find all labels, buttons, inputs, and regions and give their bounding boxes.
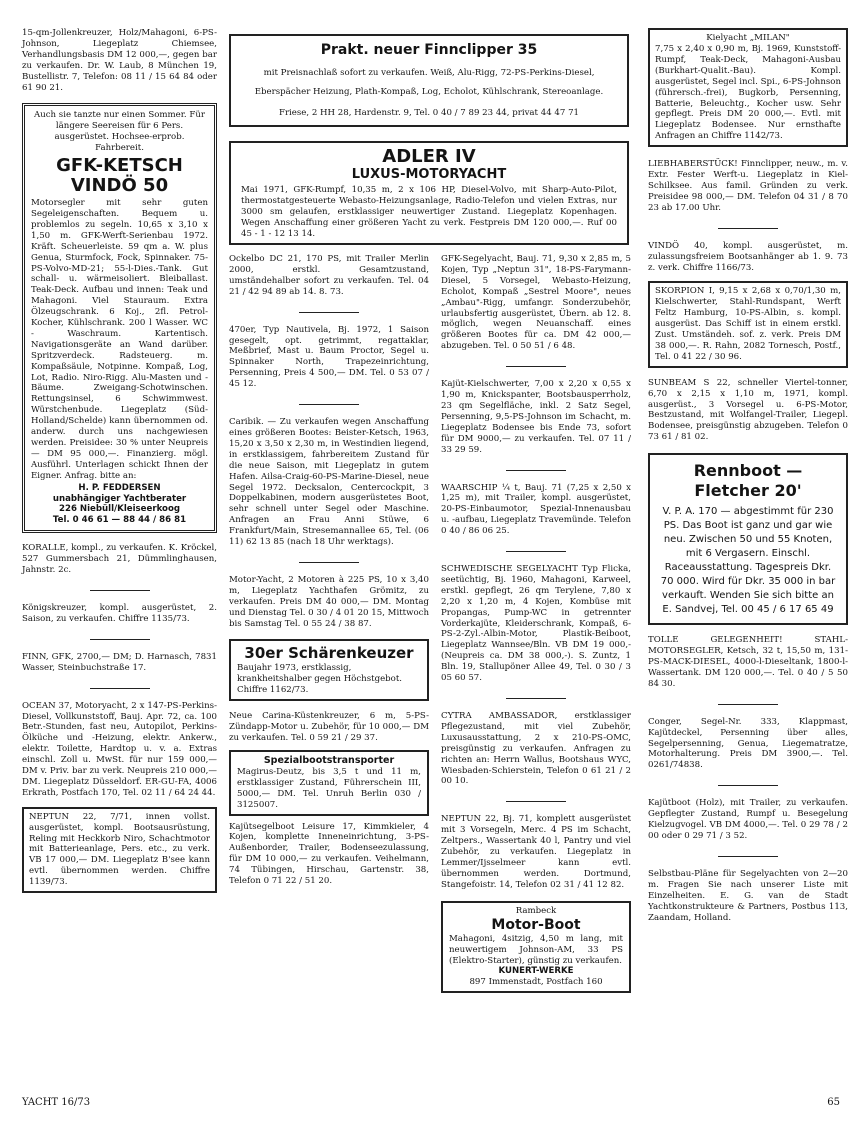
rennboot-title: Rennboot — [693, 461, 803, 481]
ketsch-model: VINDÖ 50 [70, 175, 169, 197]
classified-ad: Selbstbau-Pläne für Segelyachten von 2—20 m. Fragen Sie nach unserer Liste mit Einzelheiten. E. G. van de Stadt Yachtkonstrukteure & Partners, Postbus 113, Zaandam, Holland. [648, 868, 848, 923]
column-2a [229, 254, 429, 893]
divider [90, 639, 150, 640]
ketsch-contact-addr: 226 Niebüll/Kleiseerkoog [58, 504, 181, 515]
divider [299, 404, 359, 405]
skorpion-ad-box [648, 281, 848, 367]
ketsch-ad-box [22, 103, 217, 533]
classified-ad: Caribik. — Zu verkaufen wegen Anschaffung eines größeren Bootes: Beister-Ketsch, 1963, 15,20 x 3,50 x 2,30 m, in Westindien liegend, in erstklassigem, fahrbereitem Zustand für die neue Saison, mit Liegeplatz in gutem Hafen. Ailsa-Craig-60-PS-Marine-Diesel, neue Segel 1972. Decksalon, Centercockpit, 3 Doppelkabinen, modern ausgerüstetes Boot, sehr schnell unter Segel oder Maschine. Anfragen an Frau Anni Stüwe, 6 Frankfurt/Main, Stresemannallee 65, Tel. (06 11) 62 13 85 (nach 18 Uhr werktags). [229, 417, 429, 548]
divider [299, 562, 359, 563]
milan-head: Kielyacht „MILAN" [706, 33, 790, 43]
classified-ad: GFK-Segelyacht, Bauj. 71, 9,30 x 2,85 m, 5 Kojen, Typ „Neptun 31", 18-PS-Farymann-Diesel, 5 Vorsegel, Webasto-Heizung, Echolot, Kompaß „Sestrel Moore", neues „Ambau"-Rigg, umfangr. Sonderzubehör, urlaubsfertig ausgerüstet, Übern. ab 12. 8. möglich, wegen Neuanschaff. eines größeren Bootes für ca. DM 42 000,— abzugeben. Tel. 0 50 51 / 6 48. [441, 254, 631, 352]
divider [90, 688, 150, 689]
column-2-top [229, 28, 629, 255]
divider [506, 470, 566, 471]
column-2b [441, 254, 631, 1003]
motorboot-body: Mahagoni, 4sitzig, 4,50 m lang, mit neuwertigem Johnson-AM, 33 PS (Elektro-Starter), günstig zu verkaufen. [449, 933, 623, 966]
adler-body: Mai 1971, GFK-Rumpf, 10,35 m, 2 x 106 HP, Diesel-Volvo, mit Sharp-Auto-Pilot, thermostatgesteuerte Webasto-Heizungsanlage, Radio-Telefon und vielen Extras, nur 3000 sm gelaufen, erstklassiger neuwertiger Zustand. Liegeplatz Kopenhagen. Wegen Anschaffung einer größeren Yacht zu verk. Festpreis DM 120 000,—. Ruf 00 45 - 1 - 12 13 14. [241, 184, 617, 239]
motorboot-werke: KUNERT-WERKE [498, 966, 574, 977]
neptun-ad-box [22, 807, 217, 893]
classified-ad: Conger, Segel-Nr. 333, Klappmast, Kajütdeckel, Persenning über alles, Segelpersenning, Genua, Liegematratze, Motorhalterung. Preis DM 3900,—. Tel. 0261/74838. [648, 716, 848, 771]
classified-ad: TOLLE GELEGENHEIT! STAHL-MOTORSEGLER, Ketsch, 32 t, 15,50 m, 131-PS-MACK-DIESEL, 4000-l-Dieseltank, 1800-l-Wassertank. DM 120 000,—. Tel. 0 40 / 5 50 84 30. [648, 635, 848, 689]
finnclipper-ad-box [229, 34, 629, 127]
ketsch-contact-name: H. P. FEDDERSEN [78, 482, 161, 493]
ketsch-intro: Auch sie tanzte nur einen Sommer. Für längere Seereisen für 6 Pers. ausgerüstet. Hochsee-erprob. Fahrbereit. [33, 110, 205, 154]
finnclipper-title: Prakt. neuer Finnclipper 35 [320, 42, 538, 58]
classified-ad: NEPTUN 22, 7/71, innen vollst. ausgerüstet, kompl. Bootsausrüstung, Reling mit Heckkorb Niro, Schachtmotor mit Batterieanlage, Pers. etc., zu verk. VB 17 000,— DM. Liegeplatz B'see kann evtl. übernommen werden. Chiffre 1139/73. [29, 811, 210, 888]
divider [718, 785, 778, 786]
transporter-ad-box [229, 750, 429, 816]
milan-body: 7,75 x 2,40 x 0,90 m, Bj. 1969, Kunststoff-Rumpf, Teak-Deck, Mahagoni-Ausbau (Burkhart-Qualit.-Bau). Kompl. ausgerüstet, Segel incl. Spi., 6-PS-Johnson (führersch.-frei), Bugkorb, Persenning, Batterie, Beleuchtg., Kocher usw. Sehr gepflegt. Preis DM 20 000,—. Evtl. mit Liegeplatz Bodensee. Nur ernsthafte Anfragen an Chiffre 1142/73. [655, 44, 841, 142]
milan-ad-box [648, 28, 848, 147]
schaerenkreuzer-body: Baujahr 1973, erstklassig, krankheitshalber gegen Höchstgebot. Chiffre 1162/73. [237, 663, 403, 696]
classified-ad: Kajüt-Kielschwerter, 7,00 x 2,20 x 0,55 x 1,90 m, Knickspanter, Bootsbausperrholz, 23 qm Segelfläche, inkl. 2 Satz Segel, Persenning, 9,5-PS-Johnson im Schacht, m. Liegeplatz Bodensee bis Ende 73, sofort für DM 9000,— zu verkaufen. Tel. 07 11 / 33 29 59. [441, 379, 631, 455]
divider [90, 590, 150, 591]
rennboot-ad-box [648, 453, 848, 625]
classified-ad: VINDÖ 40, kompl. ausgerüstet, m. zulassungsfreiem Bootsanhänger ab 1. 9. 73 z. verk. Chiffre 1166/73. [648, 240, 848, 273]
motorboot-addr: 897 Immenstadt, Postfach 160 [469, 977, 603, 988]
divider [506, 801, 566, 802]
classified-ad: FINN, GFK, 2700,— DM; D. Harnasch, 7831 Wasser, Steinbuchstraße 17. [22, 651, 217, 673]
transporter-title: Spezialbootstransporter [263, 754, 395, 766]
footer-page-number: 65 [827, 1097, 840, 1108]
motorboot-top: Rambeck [515, 905, 557, 916]
schaerenkreuzer-ad-box [229, 639, 429, 701]
classified-ad: Kajütboot (Holz), mit Trailer, zu verkaufen. Gepflegter Zustand, Rumpf u. Besegelung Kielzugvogel. VB DM 4000,—. Tel. 0 29 78 / 2 00 oder 0 29 71 / 3 52. [648, 798, 848, 841]
divider [299, 312, 359, 313]
classified-ad: KORALLE, kompl., zu verkaufen. K. Kröckel, 527 Gummersbach 21, Dümmlinghausen, Jahnstr. 2c. [22, 543, 217, 576]
skorpion-body: SKORPION I, 9,15 x 2,68 x 0,70/1,30 m, Kielschwerter, Stahl-Rundspant, Werft Feltz Hamburg, 10-PS-Albin, s. kompl. ausgerüst. Das Schiff ist in einem erstkl. Zust. Umständeh. sof. z. verk. Preis DM 38 000,—. R. Rahn, 2082 Tornesch, Postf., Tel. 0 41 22 / 30 96. [655, 286, 841, 362]
classified-ad: OCEAN 37, Motoryacht, 2 x 147-PS-Perkins-Diesel, Vollkunststoff, Bauj. Apr. 72, ca. 100 Betr.-Stunden, fast neu, Autopilot, Perkins-Ölküche und -Heizung, elektr. Ankerw., elektr. Toilette, Hardtop u. v. a. Extras einschl. Zoll u. MwSt. für nur 159 000,— DM v. Priv. bar zu verk. Neupreis 210 000,— DM. Liegeplatz Düsseldorf. ER-GU-FA, 4006 Erkrath, Postfach 170, Tel. 02 11 / 64 24 44. [22, 700, 217, 798]
column-3 [648, 28, 848, 929]
column-1 [22, 28, 217, 903]
ketsch-body: Motorsegler mit sehr guten Segeleigenschaften. Bequem u. problemlos zu segeln. 10,65 x 3,10 x 1,50 m. GFK-Werft-Serienbau 1972. Kräft. Scheuerleiste. 59 qm a. W. plus Genua, Sturmfock, Fock, Spinnaker. 75-PS-Volvo-MD-21; 55-l-Dies.-Tank. Gut schall- u. wärmeisoliert. Bleiballast. Teak-Deck. Aufbau und innen: Teak und Mahagoni. Viel Stauraum. Extra Ölzeugschrank. 6 Koj., 2fl. Petrol-Kocher, Kühlschrank. 200 l Wasser. WC - Waschraum. Kartentisch. Navigationsgeräte an Wand darüber. Spritzverdeck. Radsteuerg. m. Kompaßsäule, Notpinne. Kompaß, Log, Lot, Radio. Niro-Rigg. Alu-Masten und -Bäume. Zweigang-Schotwinschen. Rettungsinsel, 6 Schwimmwest. Würstchenbude. Liegeplatz (Süd-Holland/Schelde) kann übernommen od. anderw. durch uns nachgewiesen werden. Preisidee: 30 % unter Neupreis — DM 95 000,—. Finanzierg. mögl. Ausführl. Unterlagen schickt Ihnen der Eigner. Anfrag. bitte an: [31, 198, 208, 481]
motorboot-ad-box [441, 901, 631, 994]
rennboot-model: Fletcher 20' [694, 481, 802, 501]
finnclipper-body: mit Preisnachlaß sofort zu verkaufen. Weiß, Alu-Rigg, 72-PS-Perkins-Diesel, Eberspächer Heizung, Plath-Kompaß, Log, Echolot, Kühlschrank, Stereoanlage. [254, 68, 604, 97]
divider [718, 856, 778, 857]
footer-issue: YACHT 16/73 [22, 1097, 91, 1108]
classified-ad: Neue Carina-Küstenkreuzer, 6 m, 5-PS-Zündapp-Motor u. Zubehör, für 10 000,— DM zu verkaufen. Tel. 0 59 21 / 29 37. [229, 711, 429, 743]
classified-ad: LIEBHABERSTÜCK! Finnclipper, neuw., m. v. Extr. Fester Werft-u. Liegeplatz in Kiel-Schilksee. Aus famil. Gründen zu verk. Preisidee 98 000,— DM. Telefon 04 31 / 8 70 23 ab 17.00 Uhr. [648, 159, 848, 213]
classified-ad: Ockelbo DC 21, 170 PS, mit Trailer Merlin 2000, erstkl. Gesamtzustand, umständehalber sofort zu verkaufen. Tel. 04 21 / 42 94 89 ab 14. 8. 73. [229, 254, 429, 297]
transporter-body: Magirus-Deutz, bis 3,5 t und 11 m, erstklassiger Zustand, Führerschein III, 5000,— DM. Tel. Unruh Berlin 030 / 3125007. [237, 766, 421, 810]
divider [506, 551, 566, 552]
adler-title: ADLER IV [382, 145, 476, 167]
schaerenkreuzer-title: 30er Schärenkeuzer [244, 644, 414, 663]
classified-ad: Königskreuzer, kompl. ausgerüstet, 2. Saison, zu verkaufen. Chiffre 1135/73. [22, 602, 217, 624]
finnclipper-contact: Friese, 2 HH 28, Hardenstr. 9, Tel. 0 40 / 7 89 23 44, privat 44 47 71 [278, 108, 580, 118]
ketsch-contact-role: unabhängiger Yachtberater [52, 493, 187, 504]
classified-ad: 15-qm-Jollenkreuzer, Holz/Mahagoni, 6-PS-Johnson, Liegeplatz Chiemsee, Verhandlungsbasis DM 12 000,—, gegen bar zu verkaufen. Dr. W. Laub, 8 München 19, Bustellistr. 7, Telefon: 08 11 / 15 64 84 oder 61 90 21. [22, 28, 217, 93]
classified-ad: SCHWEDISCHE SEGELYACHT Typ Flicka, seetüchtig, Bj. 1960, Mahagoni, Karweel, erstkl. gepflegt, 26 qm Terylene, 7,80 x 2,20 x 1,20 m, 4 Kojen, Kombüse mit Propangas, Pump-WC in getrennter Vorderkajüte, Kleiderschrank, Kompaß, 6-PS-2-Zyl.-Albin-Motor, Plastik-Beiboot, Liegeplatz Wannsee/Bln. VB DM 19 000,- (Neupreis ca. DM 38 000,-). S. Zuntz, 1 Bln. 19, Stallupöner Allee 49, Tel. 0 30 / 3 05 60 57. [441, 564, 631, 684]
divider [506, 698, 566, 699]
classified-ad: CYTRA AMBASSADOR, erstklassiger Pflegezustand, mit viel Zubehör, Luxusausstattung, 2 x 210-PS-OMC, preisgünstig zu verkaufen. Anfragen zu richten an: Herrn Wallus, Bootshaus WYC, Wiesbaden-Schierstein, Telefon 0 61 21 / 2 00 10. [441, 711, 631, 787]
rennboot-body: V. P. A. 170 — abgestimmt für 230 PS. Das Boot ist ganz und gar wie neu. Zwischen 50 und 55 Knoten, mit 6 Vergasern. Einschl. Raceausstattung. Tagespreis Dkr. 70 000. Wird für Dkr. 35 000 in bar verkauft. Wenden Sie sich bitte an E. Sandvej, Tel. 00 45 / 6 17 65 49 [660, 506, 836, 616]
divider [718, 704, 778, 705]
ketsch-contact-phone: Tel. 0 46 61 — 88 44 / 86 81 [52, 515, 187, 526]
divider [718, 228, 778, 229]
ketsch-title: GFK-KETSCH [56, 155, 183, 177]
classified-ad: 470er, Typ Nautivela, Bj. 1972, 1 Saison gesegelt, opt. getrimmt, regattaklar, Meßbrief, Mast u. Baum Proctor, Segel u. Spinnaker North, Trapezeinrichtung, Persenning, Preis 4 500,— DM. Tel. 0 53 07 / 45 12. [229, 324, 429, 390]
classified-ad: Kajütsegelboot Leisure 17, Kimmkieler, 4 Kojen, komplette Inneneinrichtung, 3-PS-Außenborder, Trailer, Bodenseezulassung, für DM 10 000,— zu verkaufen. Veihelmann, 74 Tübingen, Hirschau, Gartenstr. 38, Telefon 0 71 22 / 51 20. [229, 821, 429, 887]
adler-subtitle: LUXUS-MOTORYACHT [351, 166, 507, 182]
classified-ad: WAARSCHIP ¼ t, Bauj. 71 (7,25 x 2,50 x 1,25 m), mit Trailer, kompl. ausgerüstet, 20-PS-Einbaumotor, Spezial-Innenausbau u. -aufbau, Liegeplatz Travemünde. Telefon 0 40 / 86 06 25. [441, 482, 631, 537]
adler-ad-box [229, 141, 629, 246]
divider [506, 366, 566, 367]
classified-ad: SUNBEAM S 22, schneller Viertel-tonner, 6,70 x 2,15 x 1,10 m, 1971, kompl. ausgerüst., 3 Vorsegel u. 6-PS-Motor, Bestzustand, mit Wolfangel-Trailer, Liegepl. Bodensee, preisgünstig abzugeben. Telefon 0 73 61 / 81 02. [648, 377, 848, 443]
classified-ad: Motor-Yacht, 2 Motoren à 225 PS, 10 x 3,40 m, Liegeplatz Yachthafen Grömitz, zu verkaufen. Preis DM 40 000,— DM. Montag und Dienstag Tel. 0 30 / 4 01 20 15, Mittwoch bis Samstag Tel. 0 55 24 / 38 87. [229, 574, 429, 629]
classified-ad: NEPTUN 22, Bj. 71, komplett ausgerüstet mit 3 Vorsegeln, Merc. 4 PS im Schacht, Zeltpers., Wassertank 40 l, Pantry und viel Zubehör, zu verkaufen. Liegeplatz in Lemmer/Ijsselmeer kann evtl. übernommen werden. Dortmund, Stangefoistr. 14, Telefon 02 31 / 41 12 82. [441, 814, 631, 890]
motorboot-title: Motor-Boot [491, 916, 581, 933]
